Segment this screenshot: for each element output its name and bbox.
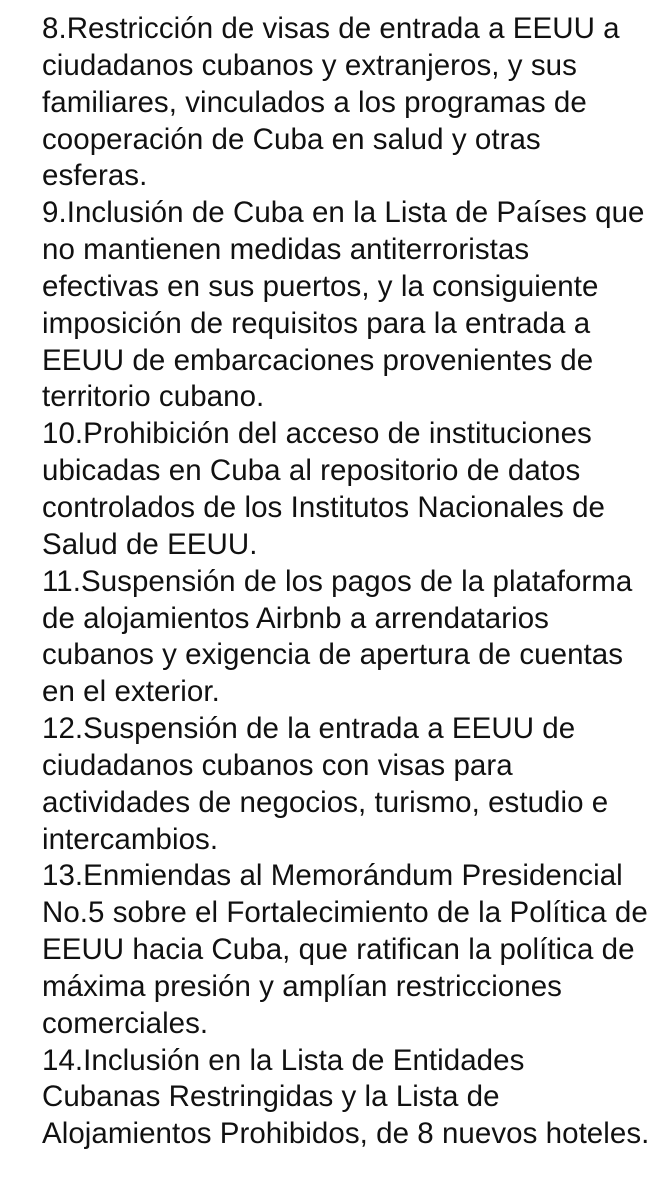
item-text-line: intercambios. xyxy=(42,822,219,856)
list-item xyxy=(42,564,662,711)
item-text-line: ubicadas en Cuba al repositorio de datos xyxy=(42,454,581,488)
item-text-line: Alojamientos Prohibidos, de 8 nuevos hoteles. xyxy=(42,1117,650,1151)
item-text-line: Cubanas Restringidas y la Lista de xyxy=(42,1080,500,1114)
item-text-line: Salud de EEUU. xyxy=(42,527,258,561)
item-text-line: EEUU de embarcaciones provenientes de xyxy=(42,343,594,377)
item-text-line: en el exterior. xyxy=(42,675,220,709)
item-text-line: cooperación de Cuba en salud y otras xyxy=(42,122,541,156)
list-item xyxy=(42,1043,662,1154)
item-text-line: 9.Inclusión de Cuba en la Lista de Países que xyxy=(42,196,645,230)
item-text-line: 11.Suspensión de los pagos de la plataforma xyxy=(42,564,633,598)
item-text-line: no mantienen medidas antiterroristas xyxy=(42,233,530,267)
item-text-line: 10.Prohibición del acceso de instituciones xyxy=(42,417,592,451)
item-text-line: cubanos y exigencia de apertura de cuentas xyxy=(42,638,624,672)
item-text-line: imposición de requisitos para la entrada a xyxy=(42,306,591,340)
item-text-line: 12.Suspensión de la entrada a EEUU de xyxy=(42,712,576,746)
list-item xyxy=(42,416,662,563)
list-item xyxy=(42,195,662,416)
item-text-line: territorio cubano. xyxy=(42,380,265,414)
item-text-line: esferas. xyxy=(42,159,148,193)
document-body xyxy=(42,11,662,1153)
item-text-line: familiares, vinculados a los programas de xyxy=(42,85,587,119)
item-text-line: 8.Restricción de visas de entrada a EEUU a xyxy=(42,12,620,45)
item-text-line: comerciales. xyxy=(42,1006,209,1040)
item-text-line: controlados de los Institutos Nacionales de xyxy=(42,490,605,524)
item-text-line: máxima presión y amplían restricciones xyxy=(42,969,562,1003)
item-text-line: EEUU hacia Cuba, que ratifican la política de xyxy=(42,933,635,967)
item-text-line: ciudadanos cubanos y extranjeros, y sus xyxy=(42,48,577,82)
list-item xyxy=(42,858,662,1042)
list-item xyxy=(42,711,662,858)
list-item xyxy=(42,11,662,195)
item-text-line: actividades de negocios, turismo, estudio e xyxy=(42,785,609,819)
item-text-line: No.5 sobre el Fortalecimiento de la Política de xyxy=(42,896,648,930)
item-text-line: 13.Enmiendas al Memorándum Presidencial xyxy=(42,859,623,893)
item-text-line: de alojamientos Airbnb a arrendatarios xyxy=(42,601,549,635)
item-text-line: 14.Inclusión en la Lista de Entidades xyxy=(42,1043,525,1077)
item-text-line: ciudadanos cubanos con visas para xyxy=(42,748,513,782)
item-text-line: efectivas en sus puertos, y la consiguiente xyxy=(42,269,599,303)
